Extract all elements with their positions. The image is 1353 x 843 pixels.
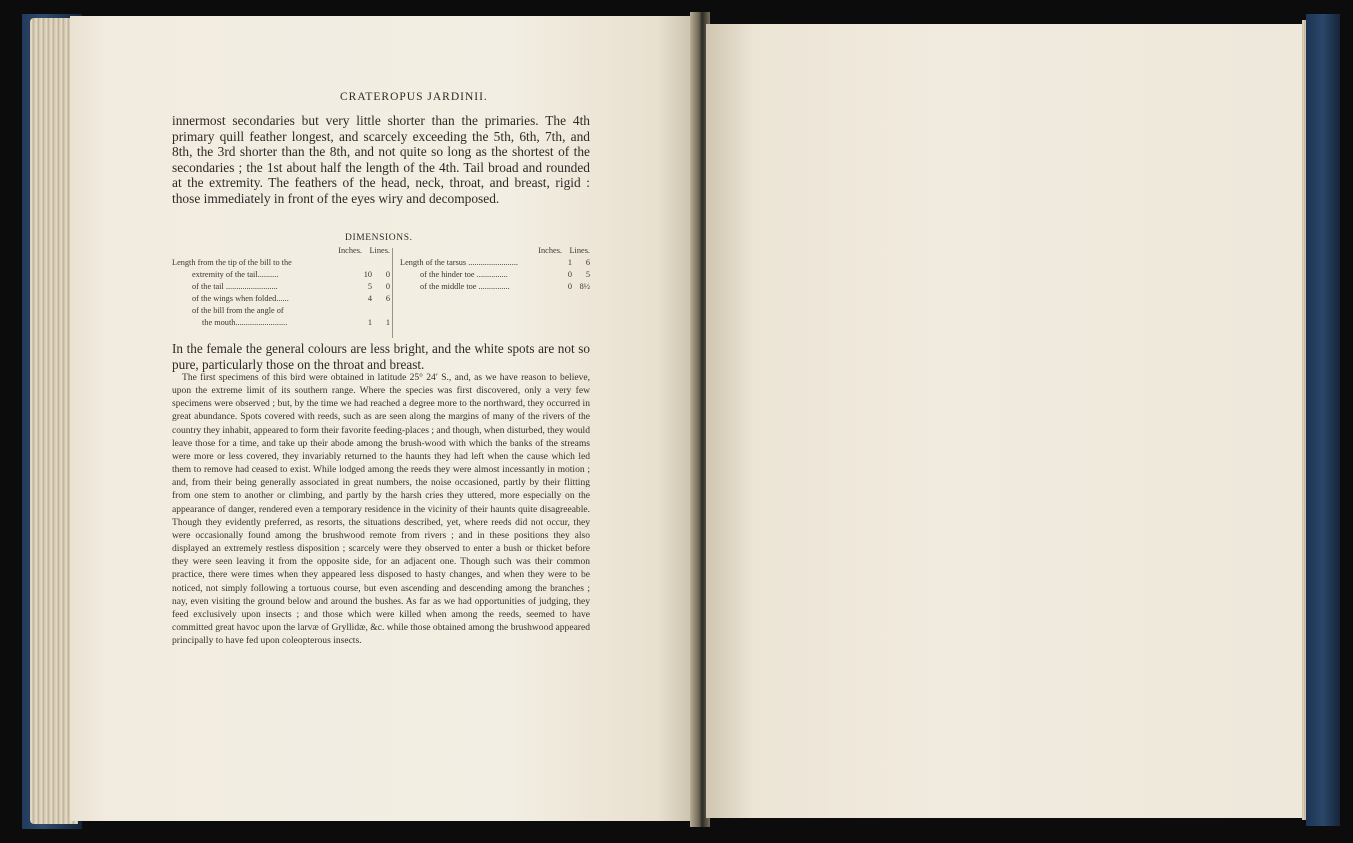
dimension-row	[172, 317, 390, 329]
dimension-label: Length of the tarsus ........................	[400, 258, 518, 267]
dimension-label: of the tail .........................	[192, 282, 278, 291]
dimension-inches	[350, 305, 372, 317]
dimension-lines: 0	[385, 282, 390, 291]
dimensions-header-row	[400, 245, 590, 257]
dimension-label: extremity of the tail..........	[192, 270, 279, 279]
dimensions-table-right	[400, 245, 590, 293]
dimensions-header-row	[172, 245, 390, 257]
dimension-label: Length from the tip of the bill to the	[172, 258, 292, 267]
dimension-row	[172, 293, 390, 305]
dimension-label: of the wings when folded......	[192, 294, 289, 303]
dimension-lines: 6	[385, 294, 390, 303]
dimension-lines	[372, 305, 390, 317]
dimensions-heading: DIMENSIONS.	[345, 233, 413, 243]
dimension-row	[172, 281, 390, 293]
dimension-label: of the bill from the angle of	[192, 306, 284, 315]
dimension-inches	[350, 257, 372, 269]
dimension-label: of the middle toe ...............	[420, 282, 510, 291]
dimension-row	[172, 269, 390, 281]
col-inches-header: Inches.	[338, 246, 362, 255]
dimension-inches: 4	[367, 294, 372, 303]
dimension-row	[400, 269, 590, 281]
dimension-row	[400, 257, 590, 269]
dimensions-divider	[392, 248, 393, 338]
dimension-lines: 6	[585, 258, 590, 267]
dimension-inches: 10	[363, 270, 372, 279]
dimension-row	[400, 281, 590, 293]
dimension-row	[172, 305, 390, 317]
dimension-inches: 1	[367, 318, 372, 327]
col-inches-header: Inches.	[538, 246, 562, 255]
running-head: CRATEROPUS JARDINII.	[340, 91, 488, 103]
body-paragraph: The first specimens of this bird were obtained in latitude 25° 24′ S., and, as we have reason to believe, upon the extreme limit of its southern range. Where the species was first discovered, only a very few specimens were observed ; but, by the time we had reached a degree more to the northward, they occurred in great abundance. Spots covered with reeds, such as are seen along the margins of many of the rivers of the country they inhabit, appeared to form their favorite feeding-places ; and though, when disturbed, they would leave those for a time, and take up their abode among the brush-wood with which the banks of the streams were more or less covered, they invariably returned to the haunts they had left when the cause which led them to remove had ceased to exist. While lodged among the reeds they were almost incessantly in motion ; and, from their being generally associated in great numbers, the noise occasioned, partly by their flitting from one stem to another or climbing, and partly by the harsh cries they uttered, more especially on the appearance of danger, rendered even a temporary residence in the vicinity of their haunts quite disagreeable. Though they evidently preferred, as resorts, the situations described, yet, where reeds did not occur, they were occasionally found among the brushwood remote from rivers ; and in these positions they also displayed an extremely restless disposition ; scarcely were they observed to enter a bush or thicket before they were seen leaving it from the opposite side, for an adjacent one. Though such was their common practice, there were times when they appeared less disposed to hasty changes, and when they were to be noticed, not simply following a tortuous course, but even ascending and descending among the branches ; nay, even visiting the ground below and around the bushes. As far as we had opportunities of judging, they feed exclusively upon insects ; and those which were killed when among the reeds, seemed to have committed great havoc upon the larvæ of Gryllidæ, &c. while those obtained among the brushwood appeared principally to have fed upon coleopterous insects.	[172, 372, 590, 647]
dimension-lines: 1	[385, 318, 390, 327]
dimension-row	[172, 257, 390, 269]
body-paragraph-container	[172, 371, 590, 647]
col-lines-header: Lines.	[369, 246, 390, 255]
dimension-lines: 0	[385, 270, 390, 279]
dimension-lines	[372, 257, 390, 269]
book-cover-right	[1306, 14, 1340, 826]
dimension-lines: 5	[585, 270, 590, 279]
dimension-inches: 0	[567, 270, 572, 279]
right-page-blank	[706, 24, 1310, 818]
dimension-inches: 5	[367, 282, 372, 291]
dimension-lines: 8½	[579, 282, 590, 291]
dimension-inches: 0	[567, 282, 572, 291]
dimension-label: of the hinder toe ...............	[420, 270, 508, 279]
dimension-inches: 1	[567, 258, 572, 267]
female-paragraph: In the female the general colours are less bright, and the white spots are not so pure, particularly those on the throat and breast.	[172, 341, 590, 372]
intro-paragraph: innermost secondaries but very little shorter than the primaries. The 4th primary quill feather longest, and scarcely exceeding the 5th, 6th, 7th, and 8th, the 3rd shorter than the 8th, and not quite so long as the shortest of the secondaries ; the 1st about half the length of the 4th. Tail broad and rounded at the extremity. The feathers of the head, neck, throat, and breast, rigid : those immediately in front of the eyes wiry and decomposed.	[172, 113, 590, 206]
dimensions-table-left	[172, 245, 390, 329]
col-lines-header: Lines.	[569, 246, 590, 255]
dimension-label: the mouth.........................	[202, 318, 288, 327]
